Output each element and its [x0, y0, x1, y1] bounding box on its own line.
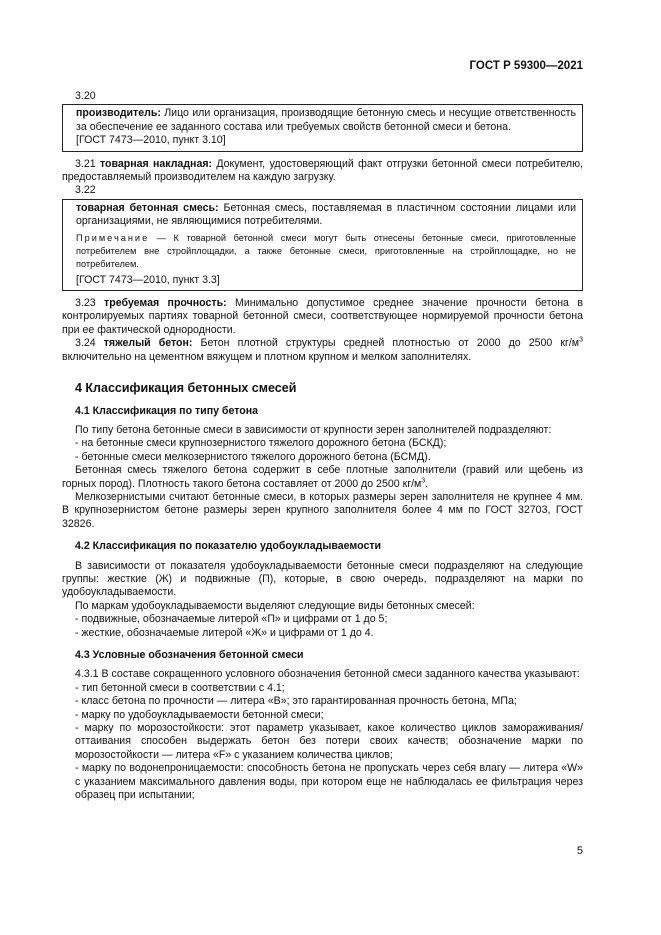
document-id-header: ГОСТ Р 59300—2021 [469, 60, 583, 72]
note-text: Примечание — К товарной бетонной смеси могут быть отнесены бетонные смеси, приготовленные потребителем вне стройплощадки, а также бетонные смеси, приготовленные на стройплощадке, но не потребителем. [76, 232, 576, 269]
subsection-heading-4-1: 4.1 Классификация по типу бетона [75, 404, 259, 417]
definition-box-3-20 [62, 104, 583, 151]
list-item: - подвижные, обозначаемые литерой «П» и цифрами от 1 до 5; [75, 613, 388, 626]
document-body [62, 90, 583, 802]
list-item: - на бетонные смеси крупнозернистого тяжелого дорожного бетона (БСКД); [75, 437, 447, 450]
paragraph: Мелкозернистыми считают бетонные смеси, в которых размеры зерен заполнителя не крупнее 4 мм. В крупнозернистом бетоне размеры зерен крупного заполнителя более 4 мм по ГОСТ 32703, ГОСТ 32826. [62, 490, 583, 530]
clause-3-23: 3.23 требуемая прочность: Минимально допустимое среднее значение прочности бетона в контролируемых партиях товарной бетонной смеси, соответствующее нормируемой прочности бетона при ее фактической однородности. [62, 297, 583, 336]
clause-number: 3.20 [75, 90, 96, 102]
definition-text: производитель: Лицо или организация, производящие бетонную смесь и несущие ответственность за обеспечение ее заданного состава или требуемых свойств бетонной смеси и бетона. [76, 107, 576, 133]
clause-3-24: 3.24 тяжелый бетон: Бетон плотной структуры средней плотностью от 2000 до 2500 $кг/м^3$ включительно на цементном вяжущем и плотном крупном и мелком заполнителях. [62, 336, 583, 363]
term: производитель: [76, 107, 161, 120]
paragraph: Бетонная смесь тяжелого бетона содержит в себе плотные заполнители (гравий или щебень из горных пород). Плотность такого бетона составляет от 2000 до 2500 $кг/м^3$. [62, 464, 583, 490]
paragraph: По маркам удобоукладываемости выделяют следующие виды бетонных смесей: [75, 599, 475, 612]
subsection-heading-4-2: 4.2 Классификация по показателю удобоукладываемости [75, 540, 382, 553]
page-number: 5 [576, 845, 583, 857]
clause-3-21: 3.21 товарная накладная: Документ, удостоверяющий факт отгрузки бетонной смеси потребителю, предоставляемый производителем на каждую загрузку. [62, 157, 583, 184]
note-label: Примечание [76, 232, 150, 243]
paragraph: По типу бетона бетонные смеси в зависимости от крупности зерен заполнителей подразделяют: [75, 423, 552, 436]
paragraph: В зависимости от показателя удобоукладываемости бетонные смеси подразделяют на следующие группы: жесткие (Ж) и подвижные (П), которые, в свою очередь, подразделяют на марки по удобоукладываемости. [62, 559, 583, 599]
term: товарная бетонная смесь: [76, 201, 219, 214]
source-reference: [ГОСТ 7473—2010, пункт 3.3] [76, 273, 220, 286]
section-heading-4: 4 Классификация бетонных смесей [75, 381, 297, 396]
subsection-heading-4-3: 4.3 Условные обозначения бетонной смеси [75, 649, 304, 661]
list-item: - марку по удобоукладываемости бетонной смеси; [75, 708, 324, 721]
list-item: - класс бетона по прочности — литера «B»; это гарантированная прочность бетона, МПа; [75, 695, 517, 708]
list-item: - жесткие, обозначаемые литерой «Ж» и цифрами от 1 до 4. [75, 626, 374, 639]
term: требуемая прочность: [104, 297, 227, 310]
term: товарная накладная: [99, 157, 213, 170]
definition-box-3-22 [62, 199, 583, 291]
source-reference: [ГОСТ 7473—2010, пункт 3.10] [76, 134, 226, 147]
definition-text: товарная бетонная смесь: Бетонная смесь, поставляемая в пластичном состоянии лицами или организациями, не являющимися потребителями. [76, 201, 577, 228]
term: тяжелый бетон: [103, 337, 193, 350]
list-item: - тип бетонной смеси в соответствии с 4.1; [75, 681, 285, 694]
list-item: - марку по водонепроницаемости: способность бетона не пропускать через себя влагу — литера «W» с указанием максимального давления воды, при котором еще не наблюдалась ее фильтрация через образец при испытании; [75, 762, 583, 802]
clause-number: 3.22 [75, 184, 96, 197]
list-item: - марку по морозостойкости: этот параметр указывает, какое количество циклов замораживания/оттаивания способен выдержать бетон без потери своих качеств; обозначение марки по морозостойкости — литера «F» с указанием количества циклов; [75, 722, 583, 761]
paragraph: 4.3.1 В составе сокращенного условного обозначения бетонной смеси заданного качества указывают: [75, 668, 580, 681]
list-item: - бетонные смеси мелкозернистого тяжелого дорожного бетона (БСМД). [75, 450, 431, 463]
